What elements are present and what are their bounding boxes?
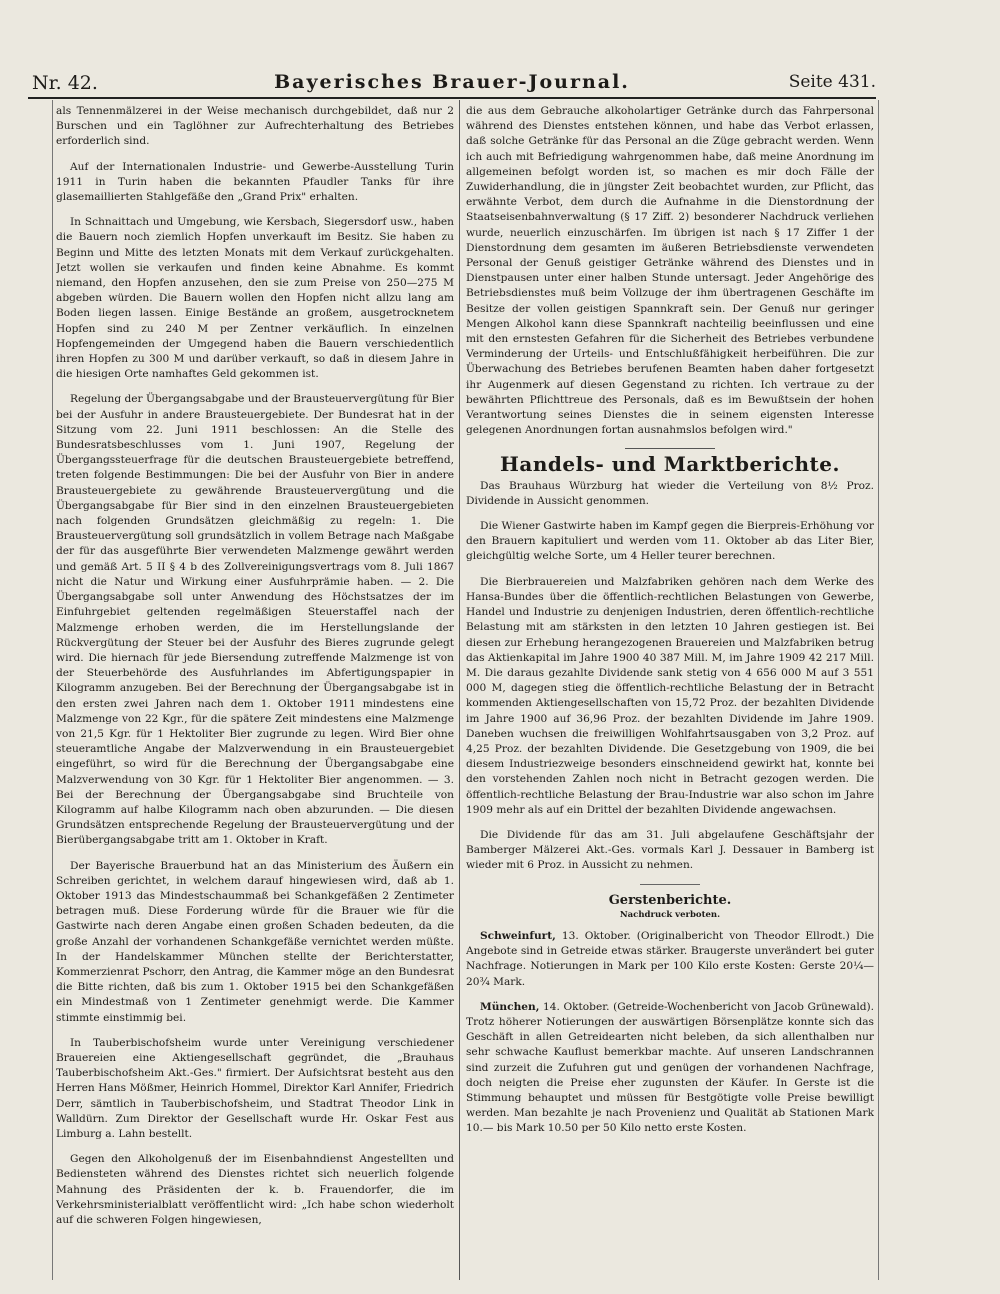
article-paragraph: Der Bayerische Brauerbund hat an das Ministerium des Äußern ein Schreiben gerichtet, in welchem darauf hingewiesen wird, daß ab 1. Oktober 1913 das Mindestschaummaß bei Schankgefäßen 2 Zentimeter betragen muß. Diese Forderung würde für die Brauer wie für die Gastwirte nach deren Angabe einen großen Schaden bedeuten, da die große Anzahl der vorhandenen Schankgefäße vernichtet werden müßte. In der Handelskammer München stellte der Berichterstatter, Kommerzienrat Pschorr, den Antrag, die Kammer möge an den Bundesrat die Bitte richten, daß bis zum 1. Oktober 1915 bei den Schankgefäßen ein Mindestmaß von 1 Zentimeter genehmigt werde. Die Kammer stimmte einstimmig bei. [56, 859, 454, 1024]
article-paragraph: In Tauberbischofsheim wurde unter Vereinigung verschiedener Brauereien eine Aktiengesellschaft gegründet, die „Brauhaus Tauberbischofsheim Akt.-Ges." firmiert. Der Aufsichtsrat besteht aus den Herren Hans Mößmer, Heinrich Hommel, Direktor Karl Annifer, Friedrich Derr, sämtlich in Tauberbischofsheim, und Stadtrat Theodor Link in Walldürn. Zum Direktor der Gesellschaft wurde Hr. Oskar Fest aus Limburg a. Lahn bestellt. [56, 1036, 454, 1140]
section-divider [625, 448, 715, 449]
article-paragraph: Auf der Internationalen Industrie- und Gewerbe-Ausstellung Turin 1911 in Turin haben die bekannten Pfaudler Tanks für ihre glasemaillierten Stahlgefäße den „Grand Prix" erhalten. [56, 160, 454, 204]
report-text: 14. Oktober. (Getreide-Wochenbericht von Jacob Grünewald). Trotz höherer Notierungen der auswärtigen Börsenplätze konnte sich das Geschäft in allen Getreidearten nicht beleben, da sich allenthalben nur sehr schwache Kauflust bemerkbar machte. Auf unseren Landschrannen sind zurzeit die Zufuhren gut und genügen der vorhandenen Nachfrage, doch neigten die Preise eher zugunsten der Käufer. In Gerste ist die Stimmung behauptet und müssen für Bestgötigte volle Preise bewilligt werden. Man bezahlte je nach Provenienz und Qualität ab Stationen Mark 10.— bis Mark 10.50 per 50 Kilo netto erste Kosten. [466, 1000, 874, 1135]
journal-title: Bayerisches Brauer-Journal. [274, 71, 630, 93]
article-paragraph: die aus dem Gebrauche alkoholartiger Getränke durch das Fahrpersonal während des Dienstes entstehen können, und habe das Verbot erlassen, daß solche Getränke für das Personal an die Züge gebracht werden. Wenn ich auch mit Befriedigung wahrgenommen habe, daß meine Anordnung im allgemeinen befolgt worden ist, so machen es mir doch Fälle der Zuwiderhandlung, die in jüngster Zeit beobachtet wurden, zur Pflicht, das erwähnte Verbot, dem durch die Aufnahme in die Dienstordnung der Staatseisenbahnverwaltung (§ 17 Ziff. 2) besonderer Nachdruck verliehen wurde, neuerlich einzuschärfen. Im übrigen ist nach § 17 Ziffer 1 der Dienstordnung dem gesamten im äußeren Betriebsdienste verwendeten Personal der Genuß geistiger Getränke während des Dienstes und in Dienstpausen unter einer halben Stunde untersagt. Jeder Angehörige des Betriebsdienstes muß beim Vollzuge der ihm übertragenen Geschäfte im Besitze der vollen geistigen Spannkraft sein. Der Genuß nur geringer Mengen Alkohol kann diese Spannkraft nachteilig beeinflussen und eine mit den ernstesten Gefahren für die Sicherheit des Betriebes verbundene Verminderung der Urteils- und Entschlußfähigkeit herbeiführen. Die zur Überwachung des Betriebes berufenen Beamten haben daher fortgesetzt ihr Augenmerk auf diesen Gegenstand zu richten. Ich vertraue zu der bewährten Pflichttreue des Personals, daß es im Bewußtsein der hohen Verantwortung seines Dienstes die in seinem eigensten Interesse gelegenen Anordnungen fortan ausnahmslos befolgen wird." [466, 105, 874, 437]
report-place: Schweinfurt, [480, 929, 556, 942]
market-report [466, 929, 874, 990]
right-frame-rule [878, 100, 879, 1280]
page-header [28, 70, 876, 98]
article-paragraph: als Tennenmälzerei in der Weise mechanisch durchgebildet, daß nur 2 Burschen und ein Taglöhner zur Aufrechterhaltung des Betriebes erforderlich sind. [56, 105, 454, 148]
market-paragraph: Die Bierbrauereien und Malzfabriken gehören nach dem Werke des Hansa-Bundes über die öffentlich-rechtlichen Belastungen von Gewerbe, Handel und Industrie zu denjenigen Industrien, deren öffentlich-rechtliche Belastung mit am stärksten in den letzten 10 Jahren gestiegen ist. Bei diesen zur Erhebung herangezogenen Brauereien und Malzfabriken betrug das Aktienkapital im Jahre 1900 40 387 Mill. M, im Jahre 1909 42 217 Mill. M. Die daraus gezahlte Dividende sank stetig von 4 656 000 M auf 3 551 000 M, dagegen stieg die öffentlich-rechtliche Belastung der in Betracht kommenden Aktiengesellschaften von 15,72 Proz. der bezahlten Dividende im Jahre 1900 auf 36,96 Proz. der bezahlten Dividende im Jahre 1909. Daneben wuchsen die freiwilligen Wohlfahrtsausgaben von 3,2 Proz. auf 4,25 Proz. der bezahlten Dividende. Die Gesetzgebung von 1909, die bei diesem Industriezweige besonders einschneidend gewirkt hat, konnte bei den vorstehenden Zahlen noch nicht in Betracht gezogen werden. Die öffentlich-rechtliche Belastung der Brau-Industrie war also schon im Jahre 1909 mehr als auf ein Drittel der bezahlten Dividende angewachsen. [466, 575, 874, 816]
subsection-title: Gerstenberichte. [608, 892, 732, 908]
subsection-divider [640, 884, 700, 885]
market-paragraph: Das Brauhaus Würzburg hat wieder die Verteilung von 8½ Proz. Dividende in Aussicht genommen. [466, 479, 874, 507]
article-paragraph: Regelung der Übergangsabgabe und der Brausteuervergütung für Bier bei der Ausfuhr in andere Brausteuergebiete. Der Bundesrat hat in der Sitzung vom 22. Juni 1911 beschlossen: An die Stelle des Bundesratsbeschlusses vom 1. Juni 1907, Regelung der Übergangssteuerfrage für die deutschen Brausteuergebiete betreffend, treten folgende Bestimmungen: Die bei der Ausfuhr von Bier in andere Brausteuergebiete zu gewährende Brausteuervergütung und die Übergangsabgabe für Bier sind in den einzelnen Brausteuergebieten nach folgenden Grundsätzen gleichmäßig zu regeln: 1. Die Brausteuervergütung soll grundsätzlich in vollem Betrage nach Maßgabe der für das ausgeführte Bier verwendeten Malzmenge gewährt werden und gemäß Art. 5 II § 4 b des Zollvereinigungsvertrags vom 8. Juli 1867 nicht die Natur und Wirkung einer Ausfuhrprämie haben. — 2. Die Übergangsabgabe soll unter Anwendung des Höchstsatzes der im Einfuhrgebiet geltenden regelmäßigen Steuerstaffel nach der Malzmenge erhoben werden, die im Herstellungslande der Rückvergütung der Steuer bei der Ausfuhr des Bieres zugrunde gelegt wird. Die hiernach für jede Biersendung zutreffende Malzmenge ist von der Steuerbehörde des Ausfuhrlandes im Abfertigungspapier in Kilogramm anzugeben. Bei der Berechnung der Übergangsabgabe ist in den ersten zwei Jahren nach dem 1. Oktober 1911 mindestens eine Malzmenge von 22 Kgr., für die spätere Zeit mindestens eine Malzmenge von 21,5 Kgr. für 1 Hektoliter Bier zugrunde zu legen. Wird Bier ohne steueramtliche Angabe der Malzverwendung in ein Brausteuergebiet eingeführt, so wird für die Berechnung der Übergangsabgabe eine Malzverwendung von 30 Kgr. für 1 Hektoliter Bier angenommen. — 3. Bei der Berechnung der Übergangsabgabe sind Bruchteile von Kilogramm auf halbe Kilogramm nach oben abzurunden. — Die diesen Grundsätzen entsprechende Regelung der Brausteuervergütung und der Bierübergangsabgabe tritt am 1. Oktober in Kraft. [56, 393, 454, 847]
market-report [466, 1000, 874, 1137]
reprint-notice: Nachdruck verboten. [619, 909, 721, 920]
left-column [56, 104, 454, 1274]
market-paragraph: Die Dividende für das am 31. Juli abgelaufene Geschäftsjahr der Bamberger Mälzerei Akt.-Ges. vormals Karl J. Dessauer in Bamberg ist wieder mit 6 Proz. in Aussicht zu nehmen. [466, 828, 874, 872]
page-number: Seite 431. [788, 72, 876, 92]
right-column [466, 104, 874, 1284]
market-paragraph: Die Wiener Gastwirte haben im Kampf gegen die Bierpreis-Erhöhung vor den Brauern kapituliert und werden vom 11. Oktober ab das Liter Bier, gleichgültig welche Sorte, um 4 Heller teurer berechnen. [466, 520, 874, 563]
column-divider [459, 100, 460, 1280]
section-title: Handels- und Marktberichte. [500, 452, 840, 477]
report-place: München, [480, 1000, 540, 1013]
article-paragraph: Gegen den Alkoholgenuß der im Eisenbahndienst Angestellten und Bediensteten während des Dienstes richtet sich neuerlich folgende Mahnung des Präsidenten der k. b. Frauendorfer, die im Verkehrsministerialblatt veröffentlicht wird: „Ich habe schon wiederholt auf die schweren Folgen hingewiesen, [56, 1153, 454, 1227]
article-paragraph: In Schnaittach und Umgebung, wie Kersbach, Siegersdorf usw., haben die Bauern noch ziemlich Hopfen unverkauft im Besitz. Sie haben zu Beginn und Mitte des letzten Monats mit dem Verkauf zurückgehalten. Jetzt wollen sie verkaufen und finden keine Abnahme. Es kommt niemand, den Hopfen anzusehen, den sie zum Preise von 250—275 M abgeben würden. Die Bauern wollen den Hopfen nicht allzu lang am Boden liegen lassen. Einige Bestände an großem, ausgetrocknetem Hopfen sind zu 240 M per Zentner verkäuflich. In einzelnen Hopfengemeinden der Umgegend haben die Bauern verschiedentlich ihren Hopfen zu 300 M und darüber verkauft, so daß in diesem Jahre in die hiesigen Orte namhaftes Geld gekommen ist. [56, 216, 454, 381]
issue-number: Nr. 42. [32, 72, 98, 94]
left-frame-rule [52, 100, 53, 1280]
header-rule [28, 97, 876, 99]
report-text: 13. Oktober. (Originalbericht von Theodor Ellrodt.) Die Angebote sind in Getreide etwas stärker. Braugerste unverändert bei guter Nachfrage. Notierungen in Mark per 100 Kilo erste Kosten: Gerste 20¼—20¾ Mark. [466, 929, 874, 988]
